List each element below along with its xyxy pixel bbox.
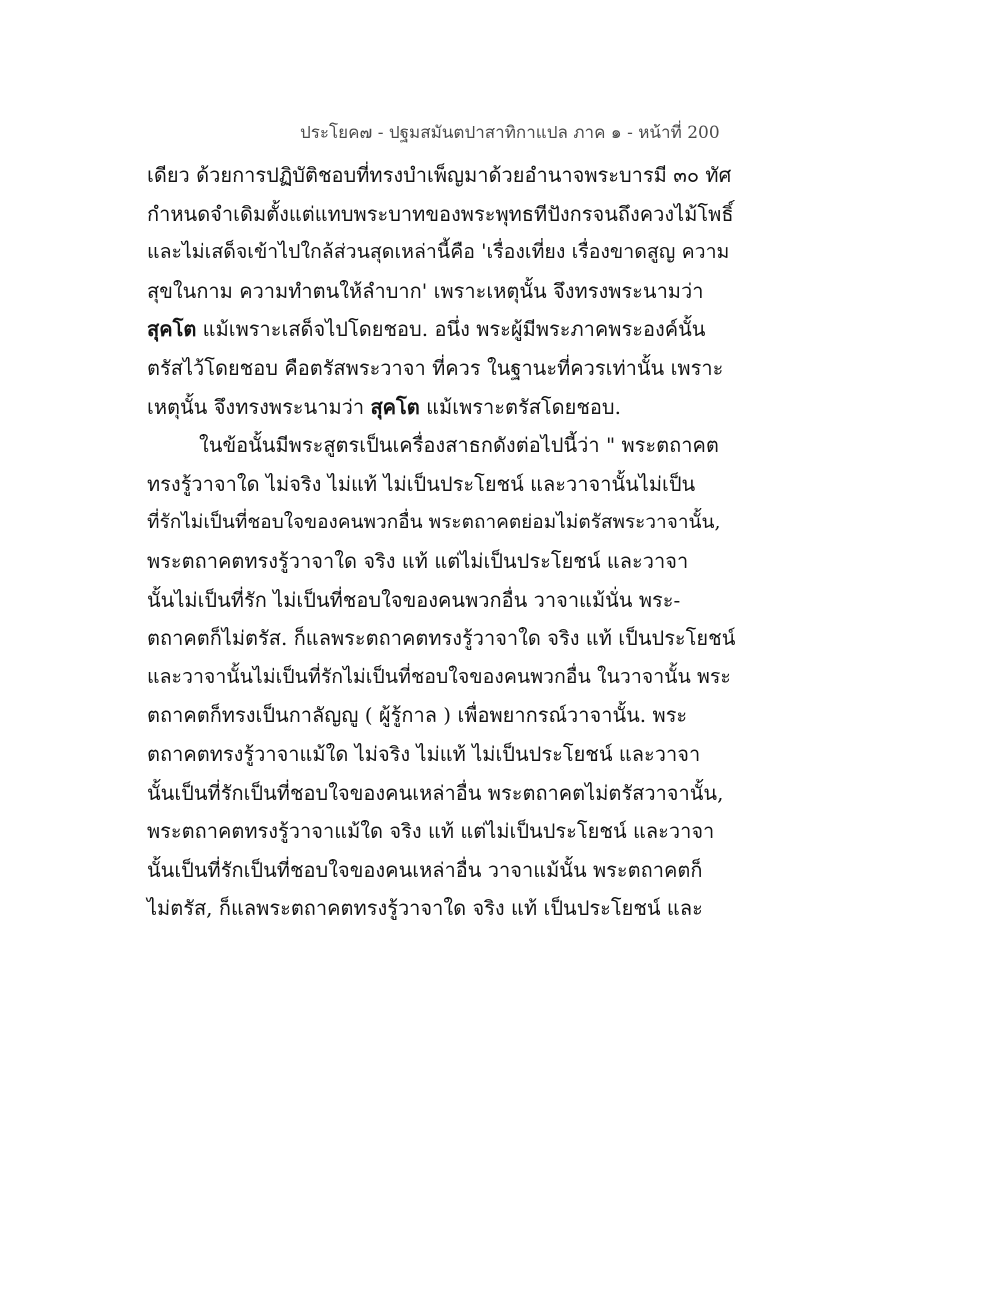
text-line: ตถาคตทรงรู้วาจาแม้ใด ไม่จริง ไม่แท้ ไม่เป็นประโยชน์ และวาจา bbox=[147, 741, 701, 766]
text-line: กำหนดจำเดิมตั้งแต่แทบพระบาทของพระพุทธทีปังกรจนถึงควงไม้โพธิ์ bbox=[147, 201, 734, 226]
text-line: นั้นเป็นที่รักเป็นที่ชอบใจของคนเหล่าอื่น พระตถาคตไม่ตรัสวาจานั้น, bbox=[147, 780, 724, 805]
body-text bbox=[147, 156, 736, 928]
text-line: พระตถาคตทรงรู้วาจาแม้ใด จริง แท้ แต่ไม่เป็นประโยชน์ และวาจา bbox=[147, 819, 715, 844]
text-line: ทรงรู้วาจาใด ไม่จริง ไม่แท้ ไม่เป็นประโยชน์ และวาจานั้นไม่เป็น bbox=[147, 471, 696, 496]
text-line: ไม่ตรัส, ก็แลพระตถาคตทรงรู้วาจาใด จริง แท้ เป็นประโยชน์ และ bbox=[147, 896, 703, 921]
text-run: แม้เพราะเสด็จไปโดยชอบ. อนึ่ง พระผู้มีพระภาคพระองค์นั้น bbox=[196, 317, 706, 342]
text-line bbox=[147, 310, 727, 349]
text-line: ที่รักไม่เป็นที่ชอบใจของคนพวกอื่น พระตถาคตย่อมไม่ตรัสพระวาจานั้น, bbox=[147, 511, 721, 534]
text-line: นั้นเป็นที่รักเป็นที่ชอบใจของคนเหล่าอื่น วาจาแม้นั้น พระตถาคตก็ bbox=[147, 857, 703, 882]
text-line: และวาจานั้นไม่เป็นที่รักไม่เป็นที่ชอบใจของคนพวกอื่น ในวาจานั้น พระ bbox=[147, 664, 731, 688]
text-line: ตรัสไว้โดยชอบ คือตรัสพระวาจา ที่ควร ในฐานะที่ควรเท่านั้น เพราะ bbox=[147, 355, 724, 380]
text-line: สุขในกาม ความทำตนให้ลำบาก' เพราะเหตุนั้น จึงทรงพระนามว่า bbox=[147, 278, 704, 303]
text-line: ในข้อนั้นมีพระสูตรเป็นเครื่องสาธกดังต่อไปนี้ว่า " พระตถาคต bbox=[199, 433, 719, 458]
text-run: แม้เพราะตรัสโดยชอบ. bbox=[419, 394, 621, 419]
text-line: และไม่เสด็จเข้าไปใกล้ส่วนสุดเหล่านี้คือ 'เรื่องเที่ยง เรื่องขาดสูญ ความ bbox=[147, 240, 730, 264]
text-line bbox=[147, 388, 727, 427]
text-line: นั้นไม่เป็นที่รัก ไม่เป็นที่ชอบใจของคนพวกอื่น วาจาแม้นั่น พระ- bbox=[147, 587, 681, 612]
text-line: ตถาคตก็ทรงเป็นกาลัญญู ( ผู้รู้กาล ) เพื่อพยากรณ์วาจานั้น. พระ bbox=[147, 703, 688, 728]
paragraph-1 bbox=[147, 156, 734, 426]
text-line: ตถาคตก็ไม่ตรัส. ก็แลพระตถาคตทรงรู้วาจาใด จริง แท้ เป็นประโยชน์ bbox=[147, 626, 736, 651]
text-line: พระตถาคตทรงรู้วาจาใด จริง แท้ แต่ไม่เป็นประโยชน์ และวาจา bbox=[147, 548, 689, 573]
text-line: เดียว ด้วยการปฏิบัติชอบที่ทรงบำเพ็ญมาด้วยอำนาจพระบารมี ๓๐ ทัศ bbox=[147, 163, 732, 187]
paragraph-2 bbox=[147, 426, 736, 928]
running-header: ประโยค๗ - ปฐมสมันตปาสาทิกาแปล ภาค ๑ - หน้าที่ 200 bbox=[300, 123, 720, 143]
text-run: เหตุนั้น จึงทรงพระนามว่า bbox=[147, 394, 371, 419]
bold-term: สุคโต bbox=[147, 317, 197, 342]
bold-term: สุคโต bbox=[370, 394, 420, 419]
